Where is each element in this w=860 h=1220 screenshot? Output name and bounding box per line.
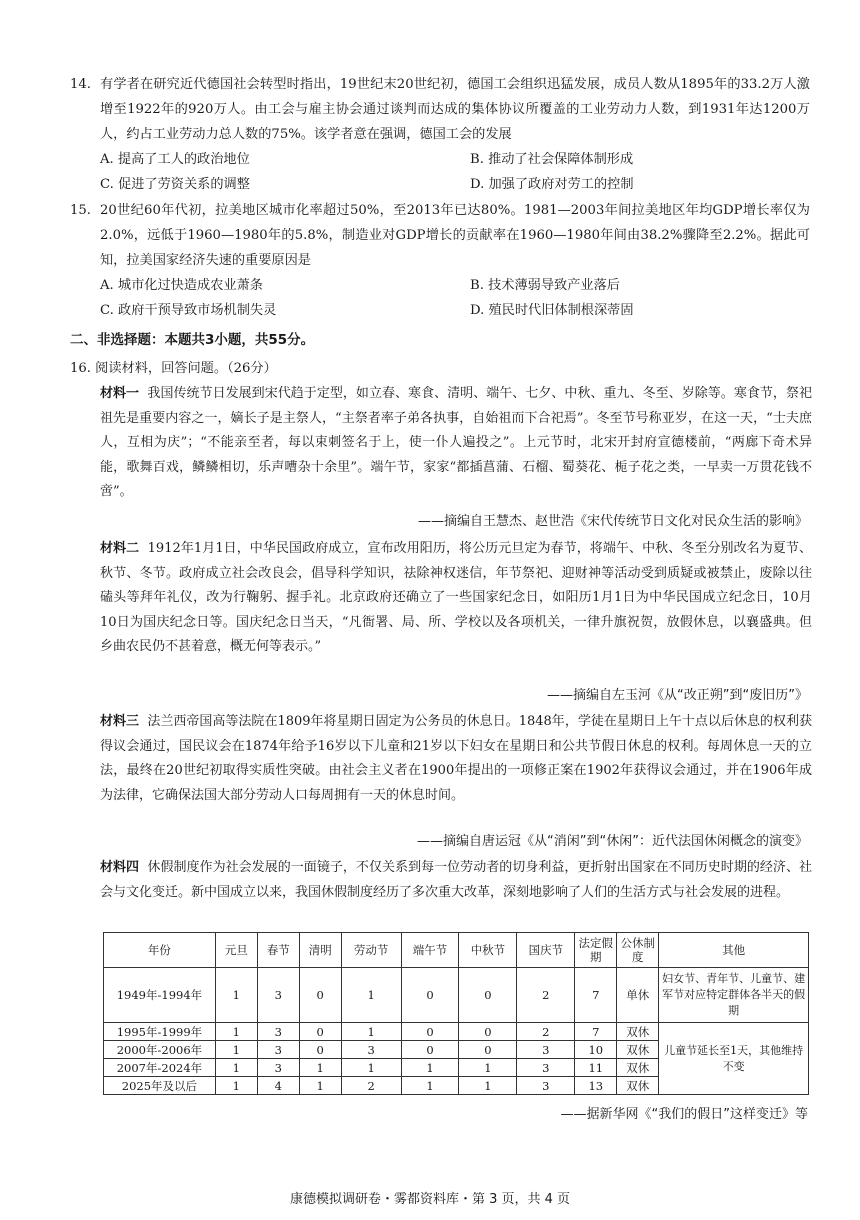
table-cell: 1 bbox=[215, 968, 257, 1023]
table-cell: 3 bbox=[257, 968, 299, 1023]
material-3 bbox=[100, 710, 812, 808]
question-stem: 有学者在研究近代德国社会转型时指出，19世纪末20世纪初，德国工会组织迅猛发展，成员人数从1895年的33.2万人激增至1922年的920万人。由工会与雇主协会通过谈判而达成的集体协议所覆盖的工业劳动力人数，到1931年达1200万人，约占工业劳动力总人数的75%。该学者意在强调，德国工会的发展 bbox=[100, 77, 810, 142]
table-cell: 1 bbox=[341, 968, 401, 1023]
header-legal-days: 法定假期 bbox=[575, 933, 617, 968]
table-cell: 0 bbox=[459, 1023, 517, 1041]
option-c[interactable]: C. 促进了劳资关系的调整 bbox=[100, 177, 250, 192]
material-heading: 材料一 bbox=[100, 386, 140, 401]
material-2-source: ——摘编自左玉河《从“改正朔”到“废旧历”》 bbox=[547, 688, 808, 703]
material-text: 法兰西帝国高等法院在1809年将星期日固定为公务员的休息日。1848年，学徒在星期日上午十点以后休息的权利获得议会通过，国民议会在1874年给予16岁以下儿童和21岁以下妇女在星期日和公共节假日休息的权利。每周休息一天的立法，最终在20世纪初取得实质性突破。由社会主义者在1900年提出的一项修正案在1902年获得议会通过，并在1906年成为法律，它确保法国大部分劳动人口每周拥有一天的休息时间。 bbox=[100, 714, 813, 803]
table-cell: 双休 bbox=[617, 1077, 659, 1095]
table-cell: 1 bbox=[459, 1059, 517, 1077]
material-1 bbox=[100, 382, 812, 505]
material-text: 休假制度作为社会发展的一面镜子，不仅关系到每一位劳动者的切身利益，更折射出国家在不同历史时期的经济、社会与文化变迁。新中国成立以来，我国休假制度经历了多次重大改革，深刻地影响了人们的生活方式与社会发展的进程。 bbox=[100, 860, 812, 900]
header-labor: 劳动节 bbox=[341, 933, 401, 968]
table-cell: 3 bbox=[517, 1041, 575, 1059]
table-cell: 0 bbox=[401, 1041, 459, 1059]
question-14 bbox=[70, 72, 810, 197]
table-cell: 双休 bbox=[617, 1059, 659, 1077]
table-cell: 1 bbox=[215, 1059, 257, 1077]
material-2 bbox=[100, 537, 812, 660]
header-midautumn: 中秋节 bbox=[459, 933, 517, 968]
material-heading: 材料三 bbox=[100, 714, 140, 729]
table-cell: 0 bbox=[459, 1041, 517, 1059]
table-cell: 11 bbox=[575, 1059, 617, 1077]
option-d[interactable]: D. 加强了政府对劳工的控制 bbox=[470, 177, 634, 192]
header-rest-system: 公休制度 bbox=[617, 933, 659, 968]
table-cell: 1 bbox=[341, 1023, 401, 1041]
table-cell-other: 妇女节、青年节、儿童节、建军节对应特定群体各半天的假期 bbox=[659, 968, 809, 1023]
material-4-source: ——据新华网《“我们的假日”这样变迁》等 bbox=[560, 1107, 808, 1122]
option-a[interactable]: A. 提高了工人的政治地位 bbox=[100, 152, 250, 167]
header-qingming: 清明 bbox=[299, 933, 341, 968]
material-heading: 材料二 bbox=[100, 541, 140, 556]
table-cell: 1995年-1999年 bbox=[104, 1023, 216, 1041]
table-cell: 2 bbox=[517, 968, 575, 1023]
table-cell: 0 bbox=[459, 968, 517, 1023]
table-cell: 0 bbox=[401, 1023, 459, 1041]
header-spring: 春节 bbox=[257, 933, 299, 968]
table-cell: 双休 bbox=[617, 1023, 659, 1041]
table-cell-other: 儿童节延长至1天，其他维持不变 bbox=[659, 1023, 809, 1095]
header-national: 国庆节 bbox=[517, 933, 575, 968]
table-cell: 2000年-2006年 bbox=[104, 1041, 216, 1059]
table-header-row bbox=[104, 933, 809, 968]
table-cell: 2025年及以后 bbox=[104, 1077, 216, 1095]
option-a[interactable]: A. 城市化过快造成农业萧条 bbox=[100, 278, 263, 293]
table-cell: 1 bbox=[215, 1041, 257, 1059]
question-15 bbox=[70, 198, 810, 323]
table-cell: 1 bbox=[459, 1077, 517, 1095]
page-footer: 康德模拟调研卷・雾都资料库・第 3 页，共 4 页 bbox=[289, 1192, 571, 1207]
table-cell: 2 bbox=[341, 1077, 401, 1095]
table-cell: 0 bbox=[299, 968, 341, 1023]
header-duanwu: 端午节 bbox=[401, 933, 459, 968]
table-row bbox=[104, 1023, 809, 1041]
table-cell: 7 bbox=[575, 968, 617, 1023]
options bbox=[100, 147, 810, 197]
header-other: 其他 bbox=[659, 933, 809, 968]
material-heading: 材料四 bbox=[100, 860, 140, 875]
table-cell: 13 bbox=[575, 1077, 617, 1095]
option-b[interactable]: B. 技术薄弱导致产业落后 bbox=[470, 278, 620, 293]
table-cell: 3 bbox=[257, 1059, 299, 1077]
table-cell: 4 bbox=[257, 1077, 299, 1095]
material-text: 我国传统节日发展到宋代趋于定型，如立春、寒食、清明、端午、七夕、中秋、重九、冬至、岁除等。寒食节，祭祀祖先是重要内容之一，嫡长子是主祭人，“主祭者率子弟各执事，自始祖而下合祀焉”。冬至节号称亚岁，在这一天，“士夫庶人，互相为庆”；“不能亲至者，每以束刺签名于上，使一仆人遍投之”。上元节时，北宋开封府宣德楼前，“两廊下奇术异能，歌舞百戏，鳞鳞相切，乐声嘈杂十余里”。端午节，家家“都插菖蒲、石榴、蜀葵花、栀子花之类，一早卖一万贯花钱不啻”。 bbox=[100, 386, 812, 499]
table-cell: 10 bbox=[575, 1041, 617, 1059]
question-number: 15. bbox=[70, 203, 91, 218]
table-cell: 1 bbox=[299, 1059, 341, 1077]
table-cell: 2007年-2024年 bbox=[104, 1059, 216, 1077]
table-cell: 1 bbox=[401, 1059, 459, 1077]
option-c[interactable]: C. 政府干预导致市场机制失灵 bbox=[100, 303, 277, 318]
table-cell: 0 bbox=[401, 968, 459, 1023]
table-cell: 0 bbox=[299, 1041, 341, 1059]
table-cell: 1 bbox=[341, 1059, 401, 1077]
table-cell: 1949年-1994年 bbox=[104, 968, 216, 1023]
table-cell: 3 bbox=[341, 1041, 401, 1059]
table-row bbox=[104, 968, 809, 1023]
question-number: 14. bbox=[70, 77, 91, 92]
table-cell: 7 bbox=[575, 1023, 617, 1041]
holiday-table bbox=[103, 932, 809, 1095]
table-cell: 1 bbox=[299, 1077, 341, 1095]
option-d[interactable]: D. 殖民时代旧体制根深蒂固 bbox=[470, 303, 634, 318]
table-cell: 3 bbox=[257, 1023, 299, 1041]
table-cell: 双休 bbox=[617, 1041, 659, 1059]
table-cell: 2 bbox=[517, 1023, 575, 1041]
material-text: 1912年1月1日，中华民国政府成立，宣布改用阳历，将公历元旦定为春节，将端午、中秋、冬至分别改名为夏节、秋节、冬节。政府成立社会改良会，倡导科学知识，祛除神权迷信，年节祭祀、迎财神等活动受到质疑或被禁止，废除以往磕头等拜年礼仪，改为行鞠躬、握手礼。北京政府还确立了一些国家纪念日，如阳历1月1日为中华民国成立纪念日，10月10日为国庆纪念日等。国庆纪念日当天，“凡衙署、局、所、学校以及各项机关，一律升旗祝贺，放假休息，以襄盛典。但乡曲农民仍不甚着意，概无何等表示。” bbox=[100, 541, 812, 654]
question-16-intro: 16. 阅读材料，回答问题。（26分） bbox=[70, 361, 277, 376]
material-1-source: ——摘编自王慧杰、赵世浩《宋代传统节日文化对民众生活的影响》 bbox=[417, 514, 808, 529]
question-stem: 20世纪60年代初，拉美地区城市化率超过50%，至2013年已达80%。1981—2003年间拉美地区年均GDP增长率仅为2.0%，远低于1960—1980年的5.8%，制造业对GDP增长的贡献率在1960—1980年间由38.2%骤降至2.2%。据此可知，拉美国家经济失速的重要原因是 bbox=[100, 203, 810, 268]
table-cell: 1 bbox=[215, 1077, 257, 1095]
header-year: 年份 bbox=[104, 933, 216, 968]
section-title: 二、非选择题：本题共3小题，共55分。 bbox=[70, 332, 315, 348]
table-cell: 3 bbox=[517, 1077, 575, 1095]
material-4 bbox=[100, 856, 812, 905]
option-b[interactable]: B. 推动了社会保障体制形成 bbox=[470, 152, 634, 167]
table-cell: 1 bbox=[401, 1077, 459, 1095]
table-cell: 1 bbox=[215, 1023, 257, 1041]
table-cell: 3 bbox=[517, 1059, 575, 1077]
table-cell: 0 bbox=[299, 1023, 341, 1041]
table-cell: 单休 bbox=[617, 968, 659, 1023]
material-3-source: ——摘编自唐运冠《从“消闲”到“休闲”：近代法国休闲概念的演变》 bbox=[417, 834, 808, 849]
header-new-year: 元旦 bbox=[215, 933, 257, 968]
table-cell: 3 bbox=[257, 1041, 299, 1059]
options bbox=[100, 273, 810, 323]
